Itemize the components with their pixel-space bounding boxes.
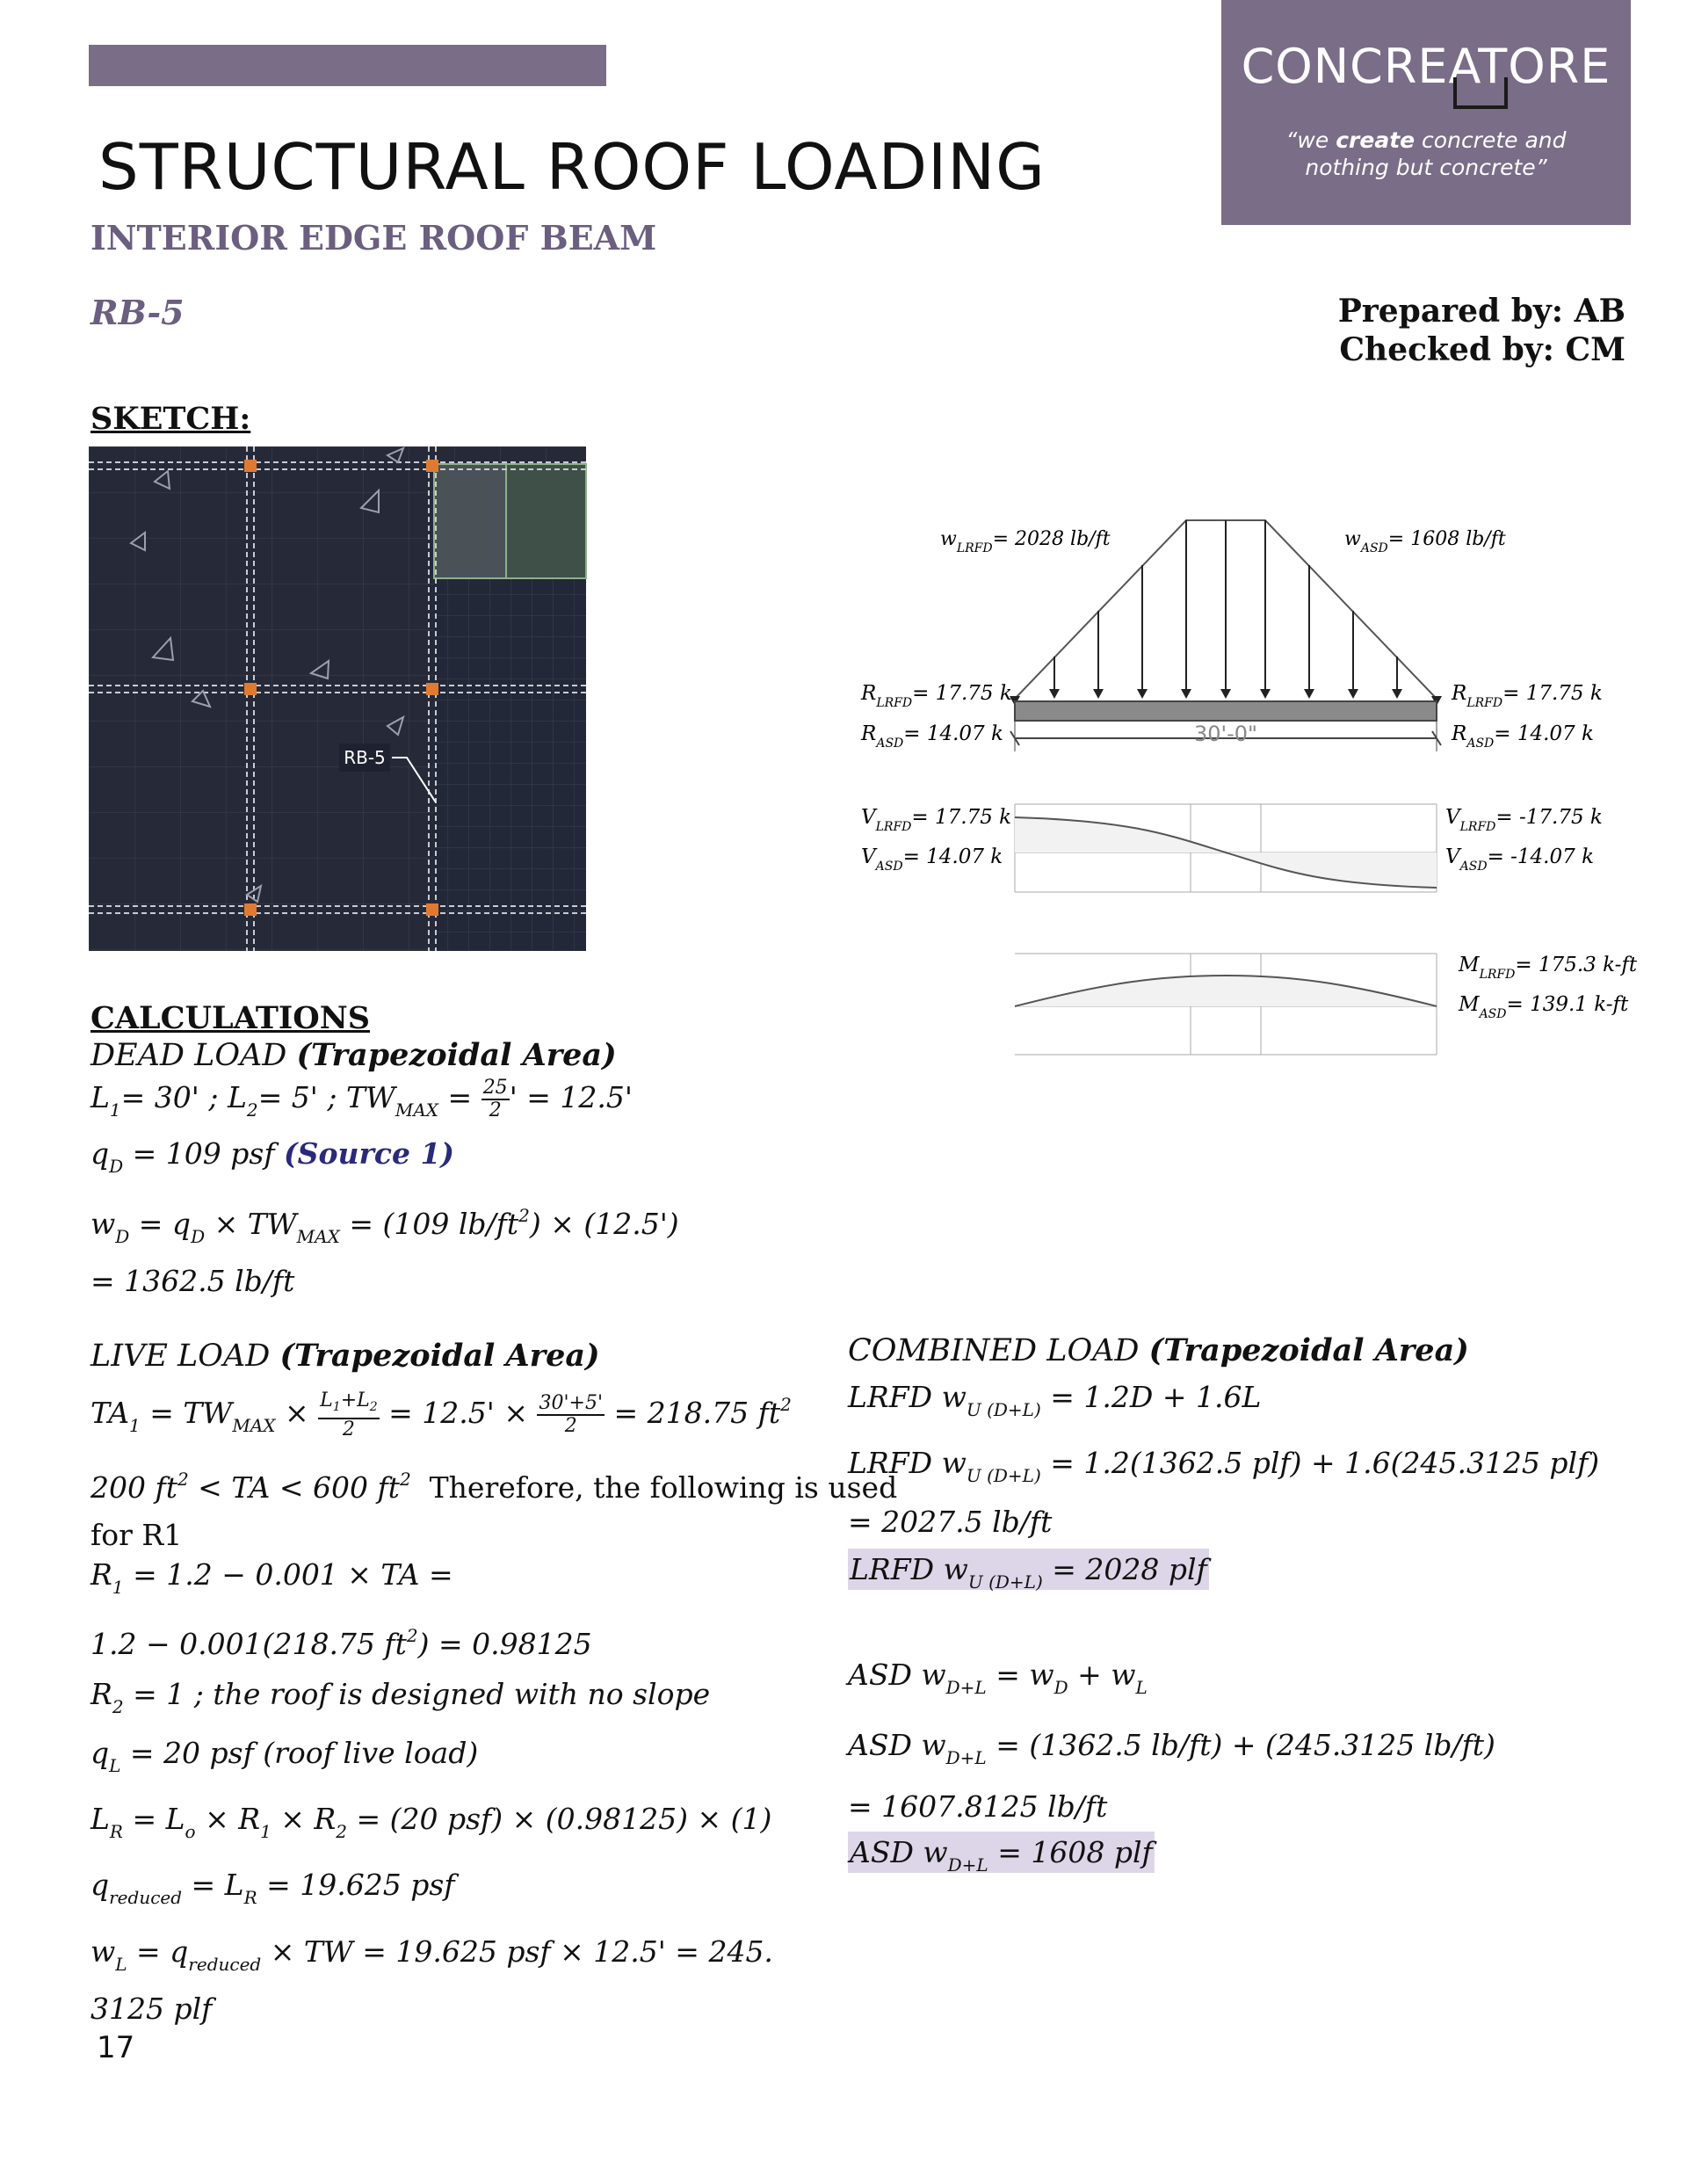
v-left-lrfd: $V_{LRFD}= 17.75$ k <box>861 806 1012 834</box>
load-diagram <box>860 520 1603 751</box>
asd-eq: ASD $w_{D+L} = w_D + w_L$ <box>848 1658 1148 1698</box>
dead-wd-result: = 1362.5 lb/ft <box>91 1264 295 1298</box>
dead-qd: $q_D = 109$ psf (Source 1) <box>91 1136 455 1177</box>
asd-result: ASD $w_{D+L} = 1608$ plf <box>848 1830 1599 1888</box>
live-ta-range: 200 $ft^2$ < TA < 600 $ft^2$ Therefore, the following is used <box>91 1469 898 1505</box>
lrfd-result: LRFD $w_{U (D+L)} = 2028$ plf <box>848 1542 1599 1610</box>
live-lr: $L_R = L_o \times R_1 \times R_2 = (20$ psf) × (0.98125) × (1) <box>91 1802 772 1842</box>
dead-dims: $L_1= 30'$ ; $L_2= 5'$ ; $TW_{MAX}$ = $\frac{25}{2}$ ' = 12.5' <box>91 1077 633 1121</box>
page-title: STRUCTURAL ROOF LOADING <box>98 130 1046 204</box>
calc-heading: CALCULATIONS <box>91 1000 371 1036</box>
v-right-lrfd: $V_{LRFD}= -17.75$ k <box>1445 806 1603 834</box>
shear-diagram <box>861 804 1603 892</box>
beam-id: RB-5 <box>91 293 185 332</box>
span-label: 30'-0" <box>1193 722 1258 746</box>
prepared-by: Prepared by: AB <box>1337 293 1625 330</box>
lrfd-sub: LRFD $w_{U (D+L)} = 1.2(1362.5$ plf) + 1.6(245.3125 plf) <box>848 1446 1600 1486</box>
page-number: 17 <box>97 2030 135 2065</box>
dead-load-title: DEAD LOAD (Trapezoidal Area) <box>91 1037 617 1073</box>
live-ta: $TA_1 = TW_{MAX}$ × $\frac{L_1+L_2}{2}$ = 12.5' × $\frac{30'+5'}{2}$ = 218.75 $ft^2$ <box>91 1389 792 1440</box>
sketch-heading: SKETCH: <box>91 401 251 437</box>
w-asd-label: $w_{ASD}= 1608$ lb/ft <box>1344 528 1506 555</box>
checked-by: Checked by: CM <box>1339 331 1625 368</box>
plan-sketch <box>89 446 586 951</box>
brand-logo: CONCREATORE <box>1241 39 1611 94</box>
dead-load-block <box>91 1035 679 1299</box>
m-asd: $M_{ASD}= 139.1$ k-ft <box>1459 993 1629 1021</box>
live-r2: $R_2 = 1$ ; the roof is designed with no slope <box>91 1677 711 1717</box>
page-subtitle: INTERIOR EDGE ROOF BEAM <box>91 218 657 258</box>
live-load-block <box>91 1336 897 2027</box>
combined-load-block <box>848 1331 1599 1888</box>
asd-calc: = 1607.8125 lb/ft <box>848 1789 1108 1824</box>
live-wl: $w_L = q_{reduced}$ × TW = 19.625 psf × 12.5' = 245. <box>91 1934 773 1975</box>
asd-sub: ASD $w_{D+L} = (1362.5$ lb/ft) + (245.3125 lb/ft) <box>848 1728 1495 1768</box>
w-lrfd-label: $w_{LRFD}= 2028$ lb/ft <box>940 528 1111 555</box>
plan-drawing <box>89 446 586 951</box>
v-left-asd: $V_{ASD}= 14.07$ k <box>861 845 1003 874</box>
live-r1: $R_1 = 1.2 - 0.001$ × TA = <box>91 1557 453 1598</box>
brand-box <box>1221 0 1631 225</box>
brand-tagline: “we create concrete and nothing but concrete” <box>1285 127 1567 180</box>
live-ql: $q_L = 20$ psf (roof live load) <box>91 1736 479 1776</box>
lrfd-calc: = 2027.5 lb/ft <box>848 1505 1053 1539</box>
r-left-asd: $R_{ASD}= 14.07$ k <box>861 722 1003 751</box>
beam-diagrams <box>844 501 1638 1081</box>
v-right-asd: $V_{ASD}= -14.07$ k <box>1445 845 1595 874</box>
r-left-lrfd: $R_{LRFD}= 17.75$ k <box>861 682 1012 710</box>
dead-wd: $w_D = q_D \times TW_{MAX} = (109$ $lb/ft^2) \times (12.5')$ <box>91 1205 679 1247</box>
combined-load-title: COMBINED LOAD (Trapezoidal Area) <box>848 1332 1469 1368</box>
logo-bracket-icon <box>1453 77 1508 109</box>
live-wl-result: 3125 plf <box>91 1992 213 2026</box>
header-accent-bar <box>89 45 606 86</box>
prepared-block <box>1338 292 1625 369</box>
r-right-asd: $R_{ASD}= 14.07$ k <box>1452 722 1594 751</box>
moment-diagram <box>1015 954 1638 1055</box>
live-qreduced: $q_{reduced} = L_R = 19.625$ psf <box>91 1868 455 1908</box>
live-for-r1: for R1 <box>91 1518 183 1552</box>
m-lrfd: $M_{LRFD}= 175.3$ k-ft <box>1459 954 1638 982</box>
live-r1-calc: 1.2 − 0.001(218.75 $ft^2) = 0.98125$ <box>91 1625 592 1661</box>
r-right-lrfd: $R_{LRFD}= 17.75$ k <box>1452 682 1603 710</box>
plan-beam-label: RB-5 <box>344 747 386 768</box>
lrfd-eq: LRFD $w_{U (D+L)} = 1.2D + 1.6L$ <box>848 1380 1262 1420</box>
live-load-title: LIVE LOAD (Trapezoidal Area) <box>91 1338 600 1374</box>
